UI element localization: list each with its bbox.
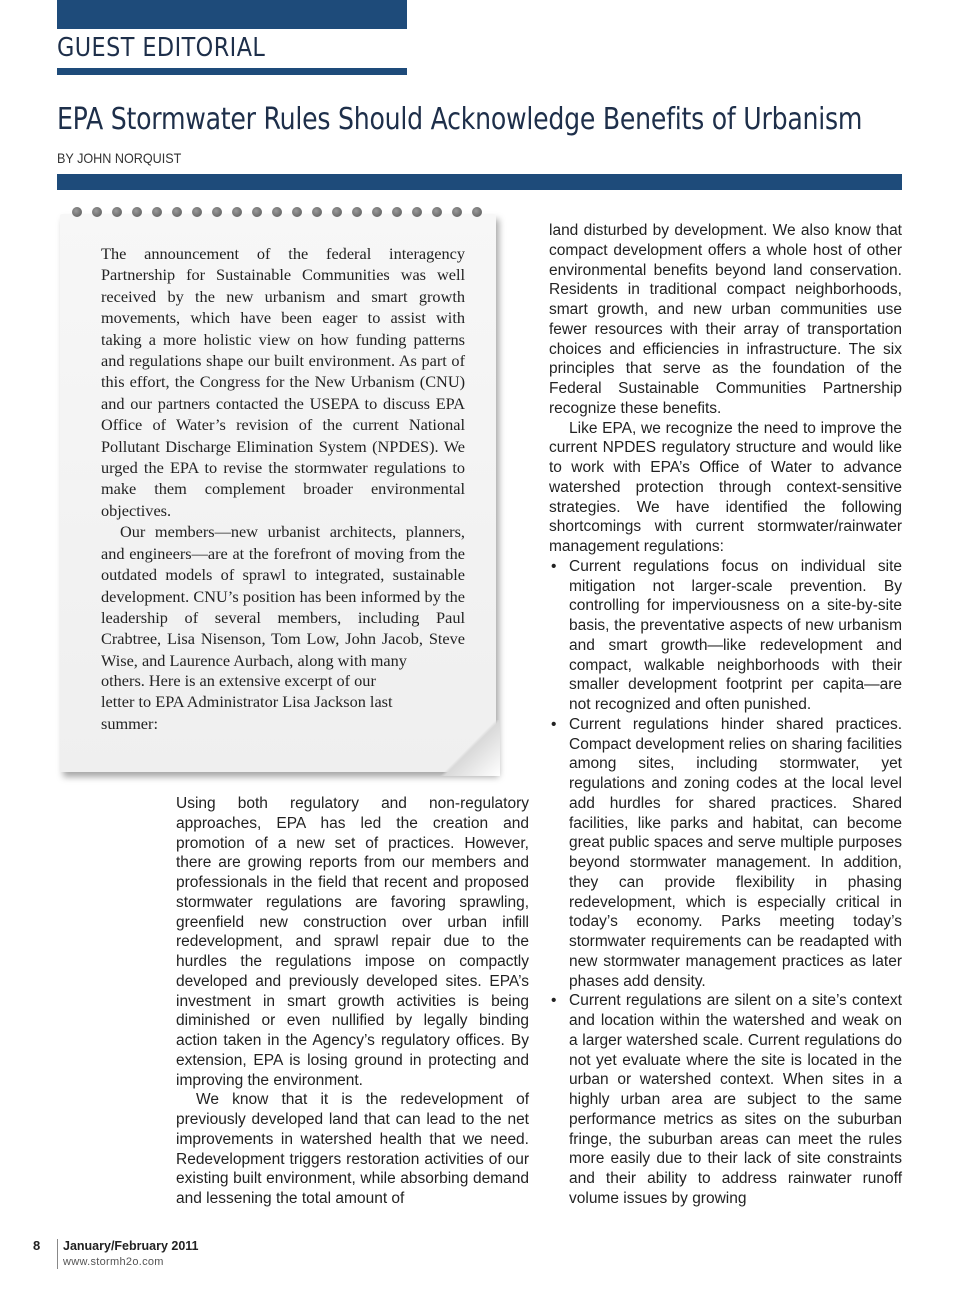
binding-hole-icon xyxy=(412,207,422,217)
binding-hole-icon xyxy=(212,207,222,217)
list-item: • Current regulations hinder shared practices. Compact development relies on sharing facilities among sites, including stormwater, yet regulations and zoning codes at the local level add hurdles for shared practices. Shared facilities, like parks and habitat, can become great public spaces and serve multiple purposes beyond stormwater management. In addition, they can provide flexibility in phasing redevelopment, which is especially critical in today’s economy. Parks meeting today’s stormwater requirements can be readapted with new stormwater management practices as later phases add density. xyxy=(549,715,902,992)
binding-hole-icon xyxy=(92,207,102,217)
paragraph: The announcement of the federal interagency Partnership for Sustainable Communities was well received by the new urbanism and smart growth movements, which have been eager to assist with taking a more holistic view on how funding patterns and regulations shape our built environment. As part of this effort, the Congress for the New Urbanism (CNU) and our partners contacted the USEPA to discuss EPA Office of Water’s revision of the current National Pollutant Discharge Elimination System (NPDES). We urged the EPA to revise the stormwater regulations to make them complement broader environmental objectives. xyxy=(101,244,465,520)
issue-date: January/February 2011 xyxy=(63,1239,199,1253)
section-underline-bar xyxy=(57,68,407,75)
binding-hole-icon xyxy=(372,207,382,217)
right-column xyxy=(549,221,902,1209)
binding-hole-icon xyxy=(472,207,482,217)
paragraph: land disturbed by development. We also know that compact development offers a whole host of other environmental benefits beyond land conservation. Residents in traditional compact neighborhoods, smart growth, and new urban communities use fewer resources with their array of transportation choices and efficiencies in infrastructure. The six principles that serve as the foundation of the Federal Sustainable Communities Partnership recognize these benefits. xyxy=(549,222,902,417)
binding-hole-icon xyxy=(452,207,462,217)
binding-hole-icon xyxy=(172,207,182,217)
binding-hole-icon xyxy=(72,207,82,217)
notepad-binding-holes xyxy=(72,207,492,221)
binding-hole-icon xyxy=(312,207,322,217)
paragraph: Our members—new urbanist architects, planners, and engineers—are at the forefront of moving from the outdated models of sprawl to integrated, sustainable development. CNU’s position has been informed by the leadership of several members, including Paul Crabtree, Lisa Nisenson, Tom Low, John Jacob, Steve Wise, and Laurence Aurbach, along with many xyxy=(101,522,465,670)
binding-hole-icon xyxy=(392,207,402,217)
binding-hole-icon xyxy=(292,207,302,217)
notepad-text xyxy=(101,243,465,671)
binding-hole-icon xyxy=(252,207,262,217)
binding-hole-icon xyxy=(132,207,142,217)
page-number: 8 xyxy=(33,1238,41,1253)
binding-hole-icon xyxy=(272,207,282,217)
paragraph: Using both regulatory and non-regulatory approaches, EPA has led the creation and promotion of a new set of practices. However, there are growing reports from our members and professionals in the field that recent and proposed stormwater regulations are favoring sprawling, greenfield new construction over urban infill redevelopment, and sprawl repair due to the hurdles the regulations impose on compactly developed and previously developed sites. EPA’s investment in smart growth activities is being diminished or even nullified by legally binding action taken in the Agency’s regulatory offices. By extension, EPA is losing ground in protecting and improving the environment. xyxy=(176,795,529,1089)
footer-divider xyxy=(57,1239,58,1269)
binding-hole-icon xyxy=(432,207,442,217)
list-item: • Current regulations are silent on a site’s context and location within the watershed and weak on a larger watershed scale. Current regulations do not yet evaluate where the site is located in the urban or watershed context. When sites in a highly urban area are subject to the same performance metrics as sites on the suburban fringe, the suburban areas can meet the rules more easily due to their lack of site constraints and their ability to address rainwater runoff volume issues by growing xyxy=(549,991,902,1208)
bullet-list xyxy=(549,557,902,1209)
binding-hole-icon xyxy=(352,207,362,217)
binding-hole-icon xyxy=(192,207,202,217)
header-divider-bar xyxy=(57,174,902,190)
paragraph: We know that it is the redevelopment of previously developed land that can lead to the net improvements in watershed health that we need. Redevelopment triggers restoration activities of our existing built environment, while absorbing demand and lessening the total amount of xyxy=(176,1091,529,1207)
paragraph: Like EPA, we recognize the need to improve the current NPDES regulatory structure and would like to work with EPA’s Office of Water to advance watershed protection through context-sensitive strategies. We have identified the following shortcomings with current stormwater/rainwater management regulations: xyxy=(549,419,902,555)
binding-hole-icon xyxy=(232,207,242,217)
binding-hole-icon xyxy=(332,207,342,217)
section-label: GUEST EDITORIAL xyxy=(57,33,266,63)
website-url: www.stormh2o.com xyxy=(63,1256,164,1268)
article-byline: BY JOHN NORQUIST xyxy=(57,150,182,166)
binding-hole-icon xyxy=(112,207,122,217)
middle-column xyxy=(176,794,529,1209)
page-curl-icon xyxy=(440,720,500,776)
list-item: • Current regulations focus on individual site mitigation not larger-scale prevention. By controlling for imperviousness on a site-by-site basis, the preventative aspects of new urbanism and smart growth—like redevelopment and compact, walkable neighborhoods with their smaller development footprint per capita—are not recognized and often punished. xyxy=(549,557,902,715)
header-top-bar xyxy=(57,0,407,29)
binding-hole-icon xyxy=(152,207,162,217)
article-headline: EPA Stormwater Rules Should Acknowledge Benefits of Urbanism xyxy=(57,102,863,137)
notepad-text-tail: others. Here is an extensive excerpt of our letter to EPA Administrator Lisa Jackson last summer: xyxy=(101,671,393,733)
